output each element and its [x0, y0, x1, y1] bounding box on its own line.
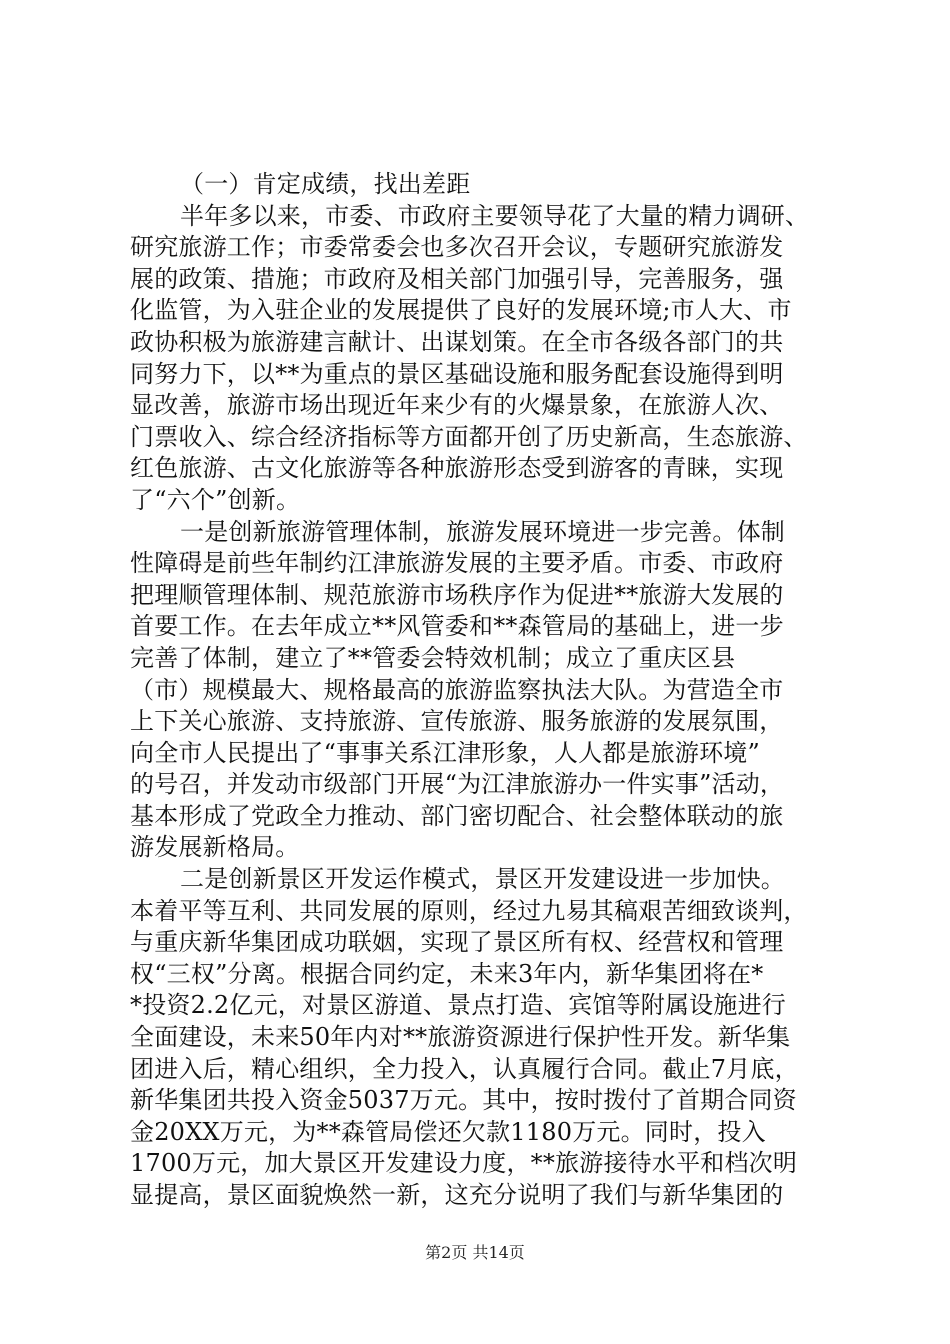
text-line: 金20XX万元，为**森管局偿还欠款1180万元。同时，投入	[130, 1117, 766, 1146]
text-line: 化监管，为入驻企业的发展提供了良好的发展环境;市人大、市	[130, 296, 792, 325]
text-line: 半年多以来，市委、市政府主要领导花了大量的精力调研、	[180, 201, 810, 230]
text-line: 显提高，景区面貌焕然一新，这充分说明了我们与新华集团的	[130, 1181, 784, 1209]
text-line: 权“三权”分离。根据合同约定，未来3年内，新华集团将在*	[130, 959, 764, 988]
text-line: 向全市人民提出了“事事关系江津形象，人人都是旅游环境”	[130, 738, 760, 767]
text-line: 1700万元，加大景区开发建设力度，**旅游接待水平和档次明	[130, 1149, 798, 1178]
text-line: 显改善，旅游市场出现近年来少有的火爆景象，在旅游人次、	[130, 391, 784, 420]
text-line: 首要工作。在去年成立**风管委和**森管局的基础上，进一步	[130, 612, 784, 641]
text-line: 研究旅游工作；市委常委会也多次召开会议，专题研究旅游发	[130, 233, 784, 262]
text-line: 的号召，并发动市级部门开展“为江津旅游办一件实事”活动，	[130, 770, 785, 799]
text-line: 展的政策、措施；市政府及相关部门加强引导，完善服务，强	[130, 264, 784, 293]
document-body	[130, 169, 825, 1212]
text-line: 门票收入、综合经济指标等方面都开创了历史新高，生态旅游、	[130, 422, 808, 451]
text-line: 游发展新格局。	[130, 833, 300, 862]
text-line: 了“六个”创新。	[130, 485, 301, 514]
text-line: 同努力下，以**为重点的景区基础设施和服务配套设施得到明	[130, 359, 784, 388]
text-line: （市）规模最大、规格最高的旅游监察执法大队。为营造全市	[130, 675, 784, 704]
text-line: 团进入后，精心组织，全力投入，认真履行合同。截止7月底，	[130, 1054, 799, 1083]
page-footer: 第2页 共14页	[425, 1243, 525, 1262]
text-line: 上下关心旅游、支持旅游、宣传旅游、服务旅游的发展氛围，	[130, 707, 784, 736]
text-line: 把理顺管理体制、规范旅游市场秩序作为促进**旅游大发展的	[130, 580, 784, 609]
text-line: 红色旅游、古文化旅游等各种旅游形态受到游客的青睐，实现	[130, 454, 784, 483]
text-line: 完善了体制，建立了**管委会特效机制；成立了重庆区县	[130, 643, 736, 672]
text-line: 本着平等互利、共同发展的原则，经过九易其稿艰苦细致谈判，	[130, 896, 808, 925]
text-line: 与重庆新华集团成功联姻，实现了景区所有权、经营权和管理	[130, 928, 784, 957]
text-line: 性障碍是前些年制约江津旅游发展的主要矛盾。市委、市政府	[130, 549, 784, 578]
text-line: 全面建设，未来50年内对**旅游资源进行保护性开发。新华集	[130, 1023, 791, 1052]
text-line: *投资2.2亿元，对景区游道、景点打造、宾馆等附属设施进行	[130, 991, 786, 1020]
text-line: 一是创新旅游管理体制，旅游发展环境进一步完善。体制	[180, 517, 785, 546]
text-line: 二是创新景区开发运作模式，景区开发建设进一步加快。	[180, 865, 785, 894]
text-line: （一）肯定成绩，找出差距	[180, 170, 471, 198]
text-line: 基本形成了党政全力推动、部门密切配合、社会整体联动的旅	[130, 801, 784, 830]
text-line: 政协积极为旅游建言献计、出谋划策。在全市各级各部门的共	[130, 327, 784, 356]
text-line: 新华集团共投入资金5037万元。其中，按时拨付了首期合同资	[130, 1086, 797, 1115]
